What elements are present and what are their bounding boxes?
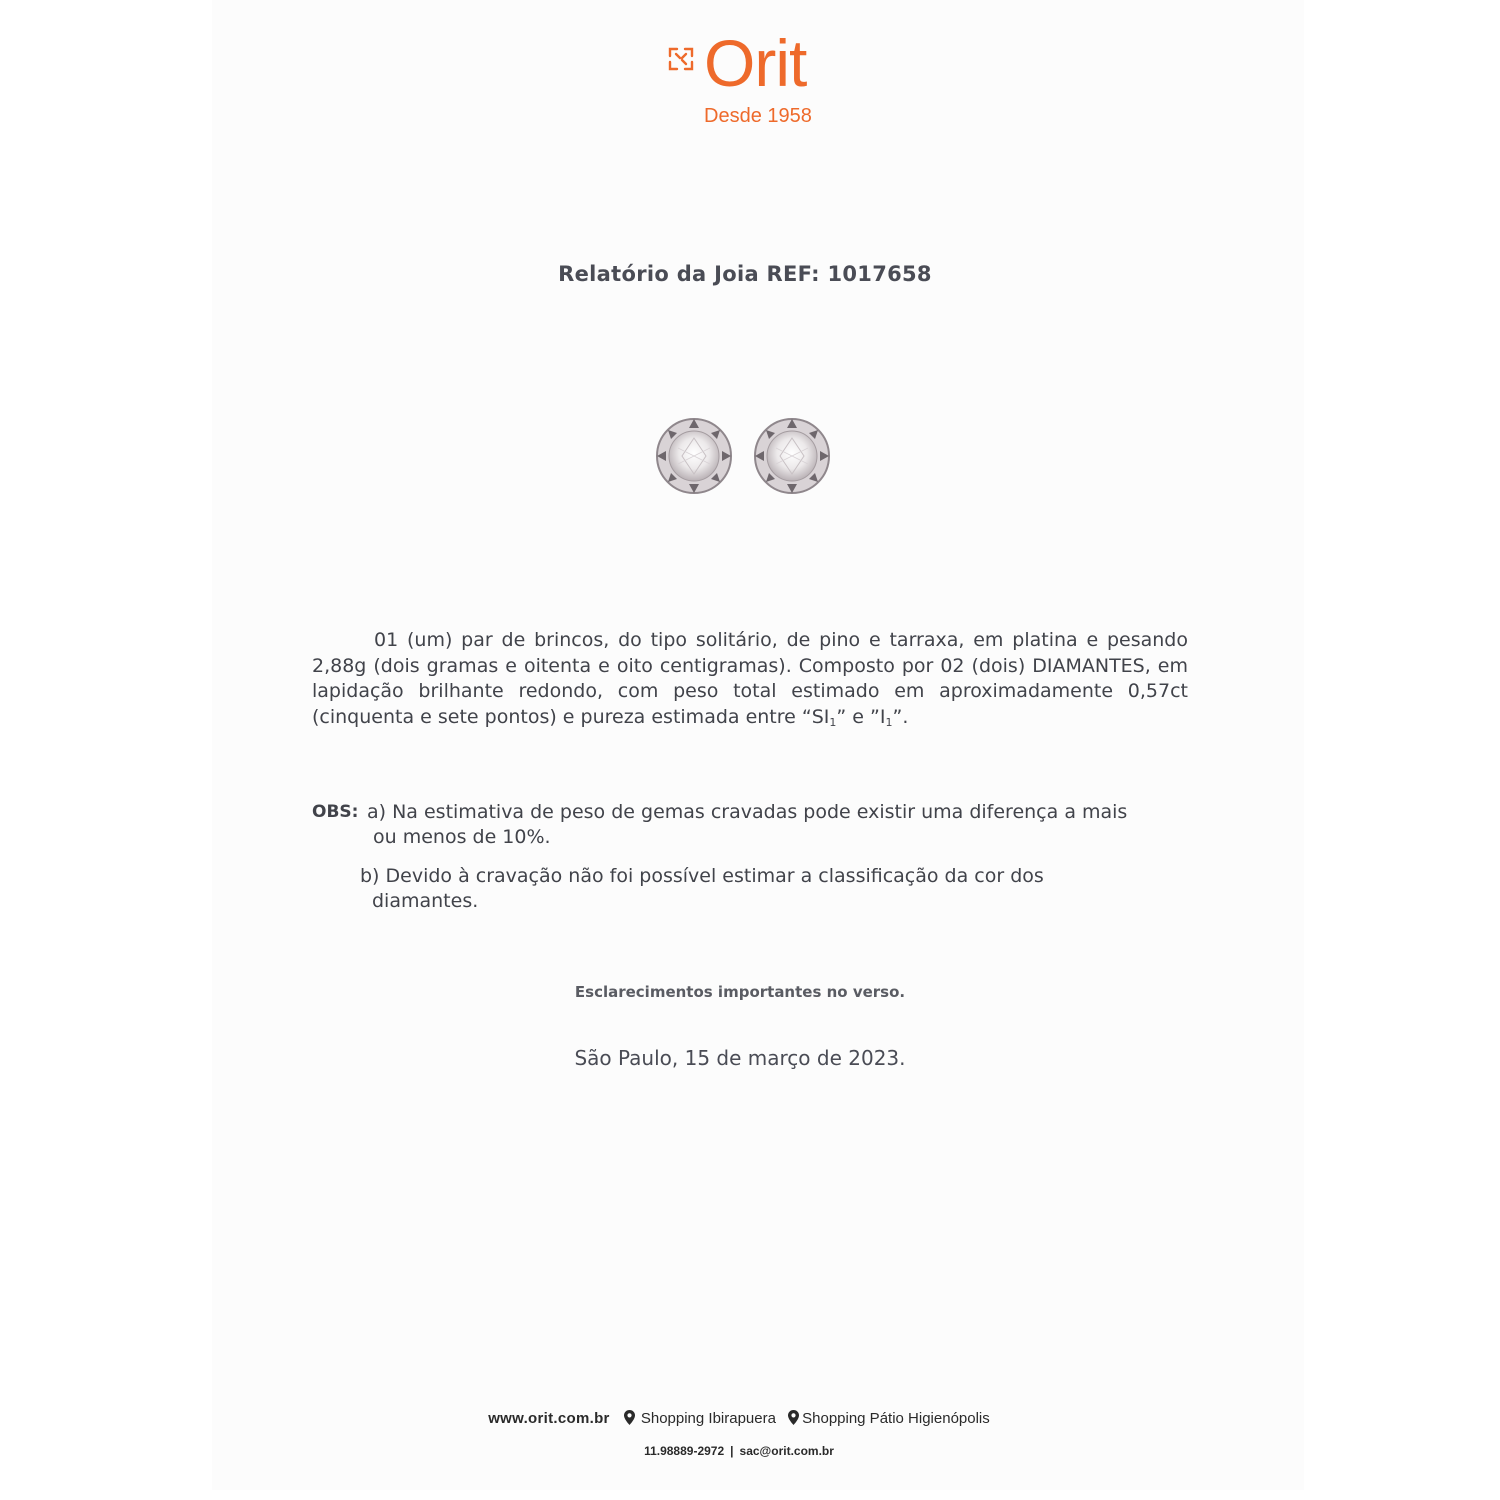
store-ibirapuera: Shopping Ibirapuera — [640, 1410, 776, 1427]
important-note: Esclarecimentos importantes no verso. — [574, 983, 906, 1001]
earring-right — [755, 419, 829, 493]
jewel-description — [312, 628, 1188, 735]
website-link[interactable]: www.orit.com.br — [488, 1410, 610, 1427]
brand-tagline: Desde 1958 — [704, 105, 812, 127]
footer-phone-email — [0, 1444, 1478, 1458]
footer-contact — [0, 1410, 1478, 1427]
earring-left — [657, 419, 731, 493]
report-title: Relatório da Joia REF: 1017658 — [558, 262, 932, 286]
orit-logo-mark-icon — [666, 44, 696, 74]
footer-separator: | — [730, 1444, 734, 1458]
diamond-stud-earrings-icon — [652, 416, 836, 496]
phone-number[interactable]: 11.98889-2972 — [644, 1444, 725, 1458]
observation-a: a) Na estimativa de peso de gemas cravadas pode existir uma diferença a mais ou menos de 10%. — [367, 801, 1128, 848]
orit-logo — [666, 26, 836, 133]
document-page — [212, 0, 1304, 1490]
location-pin-icon — [624, 1410, 635, 1425]
obs-label: OBS: — [312, 802, 359, 822]
store-higienopolis: Shopping Pátio Higienópolis — [802, 1410, 990, 1427]
report-date: São Paulo, 15 de março de 2023. — [574, 1046, 906, 1070]
description-paragraph: 01 (um) par de brincos, do tipo solitário, de pino e tarraxa, em platina e pesando 2,88g (dois gramas e oitenta e oito centigramas). Composto por 02 (dois) DIAMANTES, em lapidação brilhante redondo, com peso total estimado em aproximadamente 0,57ct (cinquenta e sete pontos) e pureza estimada entre “$SI_1$” e $”I_1$”. — [312, 629, 1188, 729]
observation-b: b) Devido à cravação não foi possível estimar a classificação da cor dos diamantes. — [360, 865, 1044, 912]
location-pin-icon — [788, 1410, 799, 1425]
email-link[interactable]: sac@orit.com.br — [739, 1444, 834, 1458]
brand-name: Orit — [704, 26, 807, 100]
